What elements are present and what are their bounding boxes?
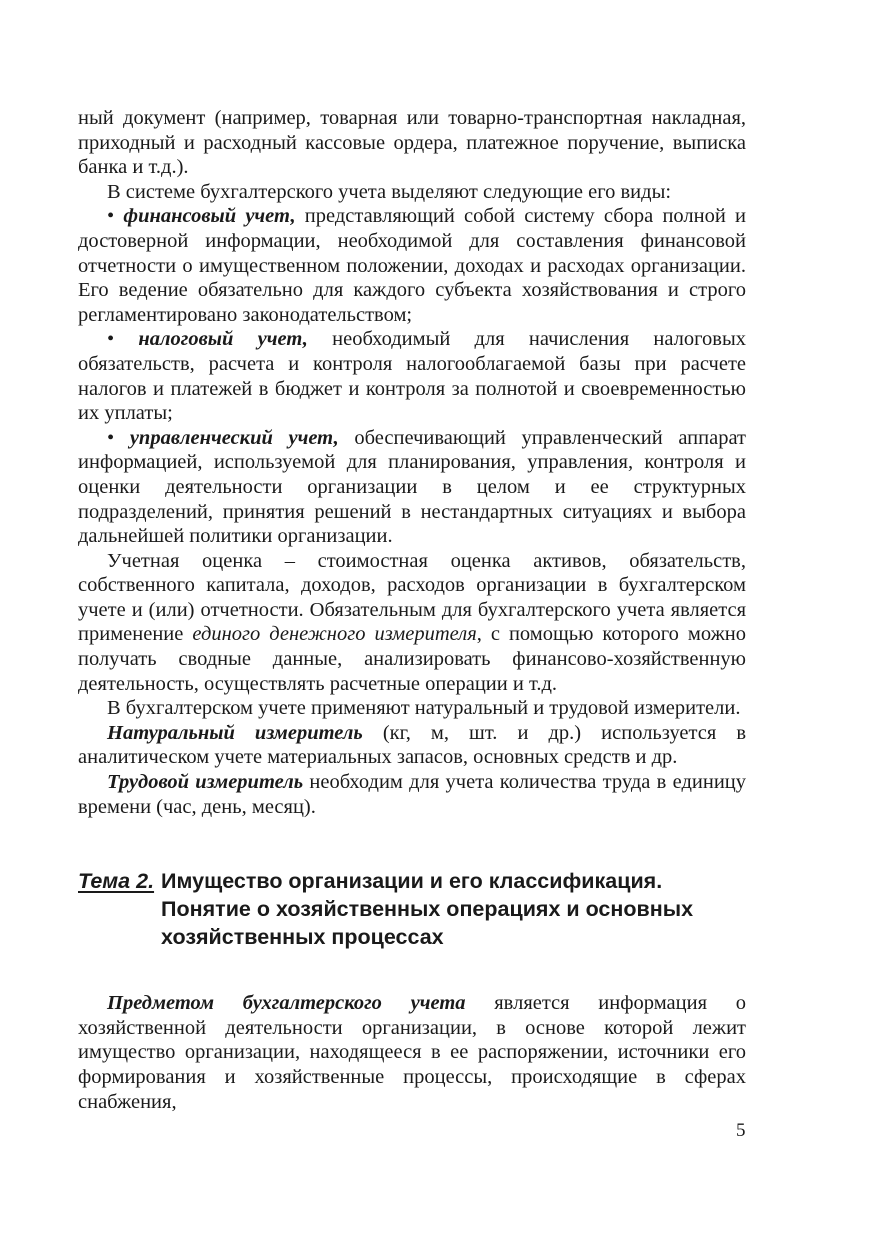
topic-number: Тема 2. [78, 869, 155, 894]
text-run: Учетная оценка – стоимостная оценка активов, обязательств, собственного капитала, доходов, расходов организации в бухгалтерском учете и (или) отчетности. Обязательным для бухгалтерского учета является применение [78, 549, 746, 646]
topic-title-line: Понятие о хозяйственных операциях и основных [161, 897, 694, 922]
topic-title-line: хозяйственных процессах [161, 925, 444, 950]
paragraph-labor-measure [78, 770, 746, 819]
topic-title [161, 867, 693, 951]
text-run: , с помощью которого можно получать сводные данные, анализировать финансово-хозяйственную деятельность, осуществлять расчетные операции и т.д. [78, 623, 747, 695]
list-item-financial-accounting [78, 204, 746, 327]
page-number: 5 [736, 1120, 746, 1141]
paragraph-accounting-types-intro: В системе бухгалтерского учета выделяют следующие его виды: [107, 180, 672, 203]
bullet-marker: • [107, 426, 115, 449]
paragraph-subject-of-accounting [78, 991, 746, 1114]
definition-financial-accounting: представляющий собой систему сбора полной и достоверной информации, необходимой для составления финансовой отчетности о имущественном положении, доходах и расходах организации. Его ведение обязательно для каждого субъекта хозяйствования и строго регламентировано законодательством; [78, 205, 747, 326]
term-monetary-measure: единого денежного измерителя [192, 623, 477, 646]
paragraph-measures-intro: В бухгалтерском учете применяют натуральный и трудовой измерители. [107, 697, 741, 720]
paragraph-natural-measure [78, 721, 746, 770]
paragraph-accounting-valuation [78, 549, 746, 697]
paragraph-continuation: ный документ (например, товарная или товарно-транспортная накладная, приходный и расходный кассовые ордера, платежное поручение, выписка банка и т.д.). [78, 107, 746, 179]
term-financial-accounting: финансовый учет, [123, 205, 296, 228]
topic-title-line: Имущество организации и его классификация. [161, 869, 663, 894]
text-run: является информация о хозяйственной деятельности организации, в основе которой лежит имущество организации, находящееся в ее распоряжении, источники его формирования и хозяйственные процессы, происходящие в сферах снабжения, [78, 992, 746, 1113]
list-item-management-accounting [78, 426, 746, 549]
bullet-marker: • [107, 328, 115, 351]
topic-heading [78, 867, 746, 951]
definition-tax-accounting: необходимый для начисления налоговых обязательств, расчета и контроля налогооблагаемой базы при расчете налогов и платежей в бюджет и контроля за полнотой и своевременностью их уплаты; [78, 328, 746, 425]
page-body [78, 106, 746, 1114]
text-run: необходим для учета количества труда в единицу времени (час, день, месяц). [78, 771, 747, 818]
text-run: (кг, м, шт. и др.) используется в аналитическом учете материальных запасов, основных средств и др. [78, 721, 746, 769]
term-management-accounting: управленческий учет, [129, 426, 339, 449]
term-natural-measure: Натуральный измеритель [107, 721, 363, 744]
term-labor-measure: Трудовой измеритель [107, 771, 304, 794]
bullet-marker: • [107, 205, 115, 228]
term-tax-accounting: налоговый учет, [138, 328, 308, 351]
list-item-tax-accounting [78, 327, 746, 425]
definition-management-accounting: обеспечивающий управленческий аппарат информацией, используемой для планирования, управления, контроля и оценки деятельности организации в целом и ее структурных подразделений, принятия решений в нестандартных ситуациях и выбора дальнейшей политики организации. [78, 426, 747, 548]
term-subject-of-accounting: Предметом бухгалтерского учета [107, 992, 466, 1015]
